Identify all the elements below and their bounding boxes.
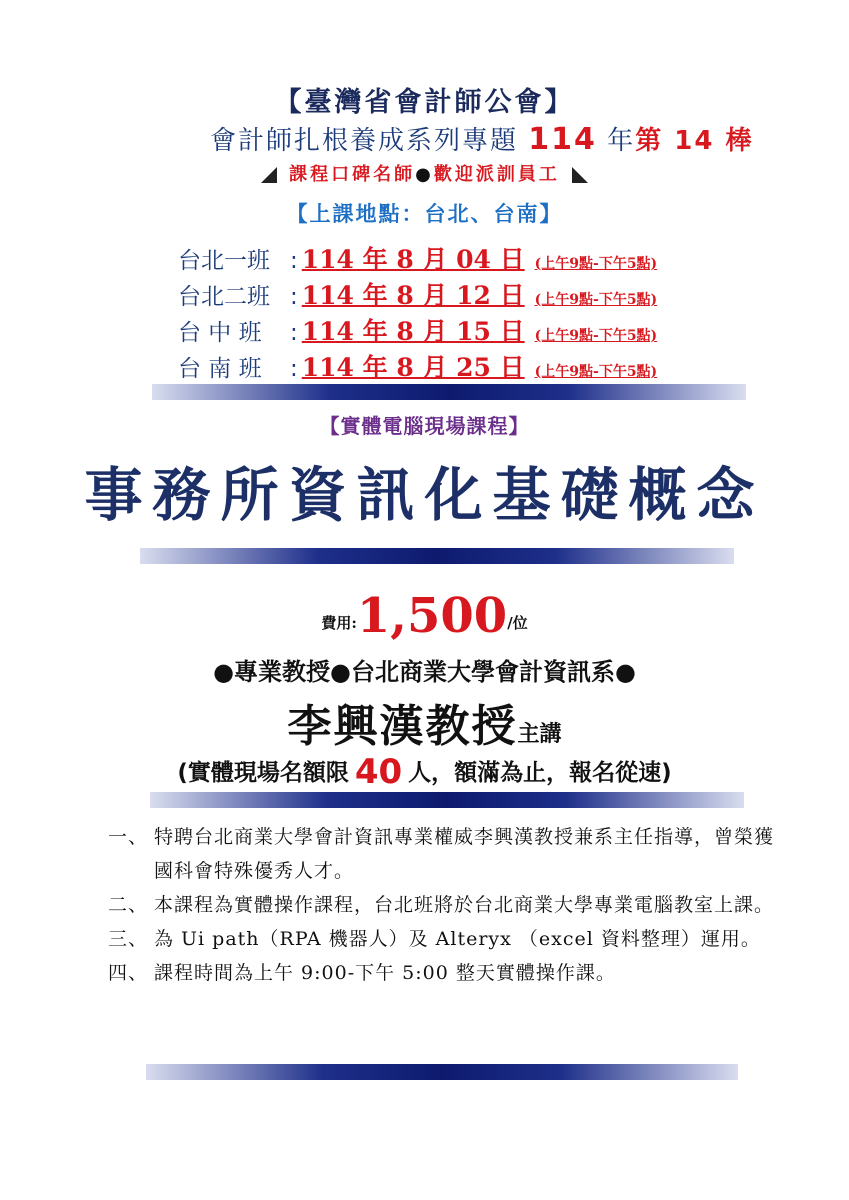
quota-prefix: (實體現場名額限: [177, 760, 349, 786]
schedule-time: (上午9點-下午5點): [534, 256, 658, 272]
schedule-date: 114 年 8 月 12 日: [301, 281, 525, 310]
note-marker: 二、: [108, 894, 149, 916]
course-type: 【實體電腦現場課程】: [319, 414, 530, 438]
note-marker: 一、: [108, 826, 149, 848]
quota: [0, 752, 849, 792]
schedule-class: 台北二班: [178, 284, 270, 310]
notes-list: [108, 820, 788, 990]
note-text: 本課程為實體操作課程，台北班將於台北商業大學專業電腦教室上課。: [154, 894, 775, 916]
lecturer-name: 李興漢教授: [287, 701, 518, 752]
note-marker: 四、: [108, 962, 149, 984]
tagline-left: 課程口碑名師: [289, 164, 416, 185]
schedule-time: (上午9點-下午5點): [534, 364, 658, 380]
note-text: 特聘台北商業大學會計資訊專業權威李興漢教授兼系主任指導，曾榮獲國科會特殊優秀人才。: [154, 826, 775, 882]
divider-bar: [140, 548, 734, 564]
list-item: [108, 922, 788, 956]
location: 【上課地點：台北、台南】: [286, 202, 563, 226]
schedule-class: 台北一班: [178, 248, 270, 274]
fee-unit: /位: [507, 614, 528, 632]
schedule-class: 台 中 班: [178, 320, 262, 346]
schedule-row: 台北一班 : 114 年 8 月 04 日 (上午9點-下午5點): [178, 240, 657, 276]
list-item: [108, 888, 788, 922]
series-prefix: 會計師扎根養成系列專題: [210, 126, 519, 156]
series-year-suffix: 年: [607, 126, 636, 156]
fee: [0, 588, 849, 644]
organization-title: 【臺灣省會計師公會】: [274, 87, 575, 118]
fee-amount: 1,500: [356, 588, 508, 644]
lecturer: [0, 690, 849, 754]
schedule-date: 114 年 8 月 15 日: [301, 317, 525, 346]
quota-suffix: 人，額滿為止，報名從速): [408, 760, 672, 786]
note-marker: 三、: [108, 928, 149, 950]
tagline: [0, 160, 849, 186]
list-item: [108, 956, 788, 990]
course-title: 事務所資訊化基礎概念: [84, 461, 765, 529]
schedule-row: 台北二班 : 114 年 8 月 12 日 (上午9點-下午5點): [178, 276, 657, 312]
fee-label: 費用:: [321, 614, 357, 632]
series-year: 114: [528, 122, 597, 157]
series-edition: 第 14 棒: [635, 126, 754, 156]
series-heading: [210, 120, 753, 157]
tagline-right: 歡迎派訓員工: [433, 164, 560, 185]
note-text: 課程時間為上午 9:00-下午 5:00 整天實體操作課。: [154, 962, 616, 984]
triangle-right-icon: [572, 167, 588, 183]
department: ●專業教授●台北商業大學會計資訊系●: [213, 658, 636, 686]
divider-bar: [146, 1064, 738, 1080]
schedule-time: (上午9點-下午5點): [534, 292, 658, 308]
schedule-date: 114 年 8 月 25 日: [301, 353, 525, 382]
tagline-dot: ●: [415, 164, 434, 185]
divider-bar: [152, 384, 746, 400]
lecturer-role: 主講: [517, 721, 562, 747]
list-item: [108, 820, 788, 888]
schedule-date: 114 年 8 月 04 日: [301, 245, 525, 274]
divider-bar: [150, 792, 744, 808]
note-text: 為 Ui path（RPA 機器人）及 Alteryx （excel 資料整理）運用。: [154, 928, 761, 950]
quota-number: 40: [354, 752, 403, 792]
schedule-time: (上午9點-下午5點): [534, 328, 658, 344]
triangle-left-icon: [261, 167, 277, 183]
schedule-row: 台 南 班 : 114 年 8 月 25 日 (上午9點-下午5點): [178, 348, 657, 384]
schedule-class: 台 南 班: [178, 356, 262, 382]
schedule-row: 台 中 班 : 114 年 8 月 15 日 (上午9點-下午5點): [178, 312, 657, 348]
